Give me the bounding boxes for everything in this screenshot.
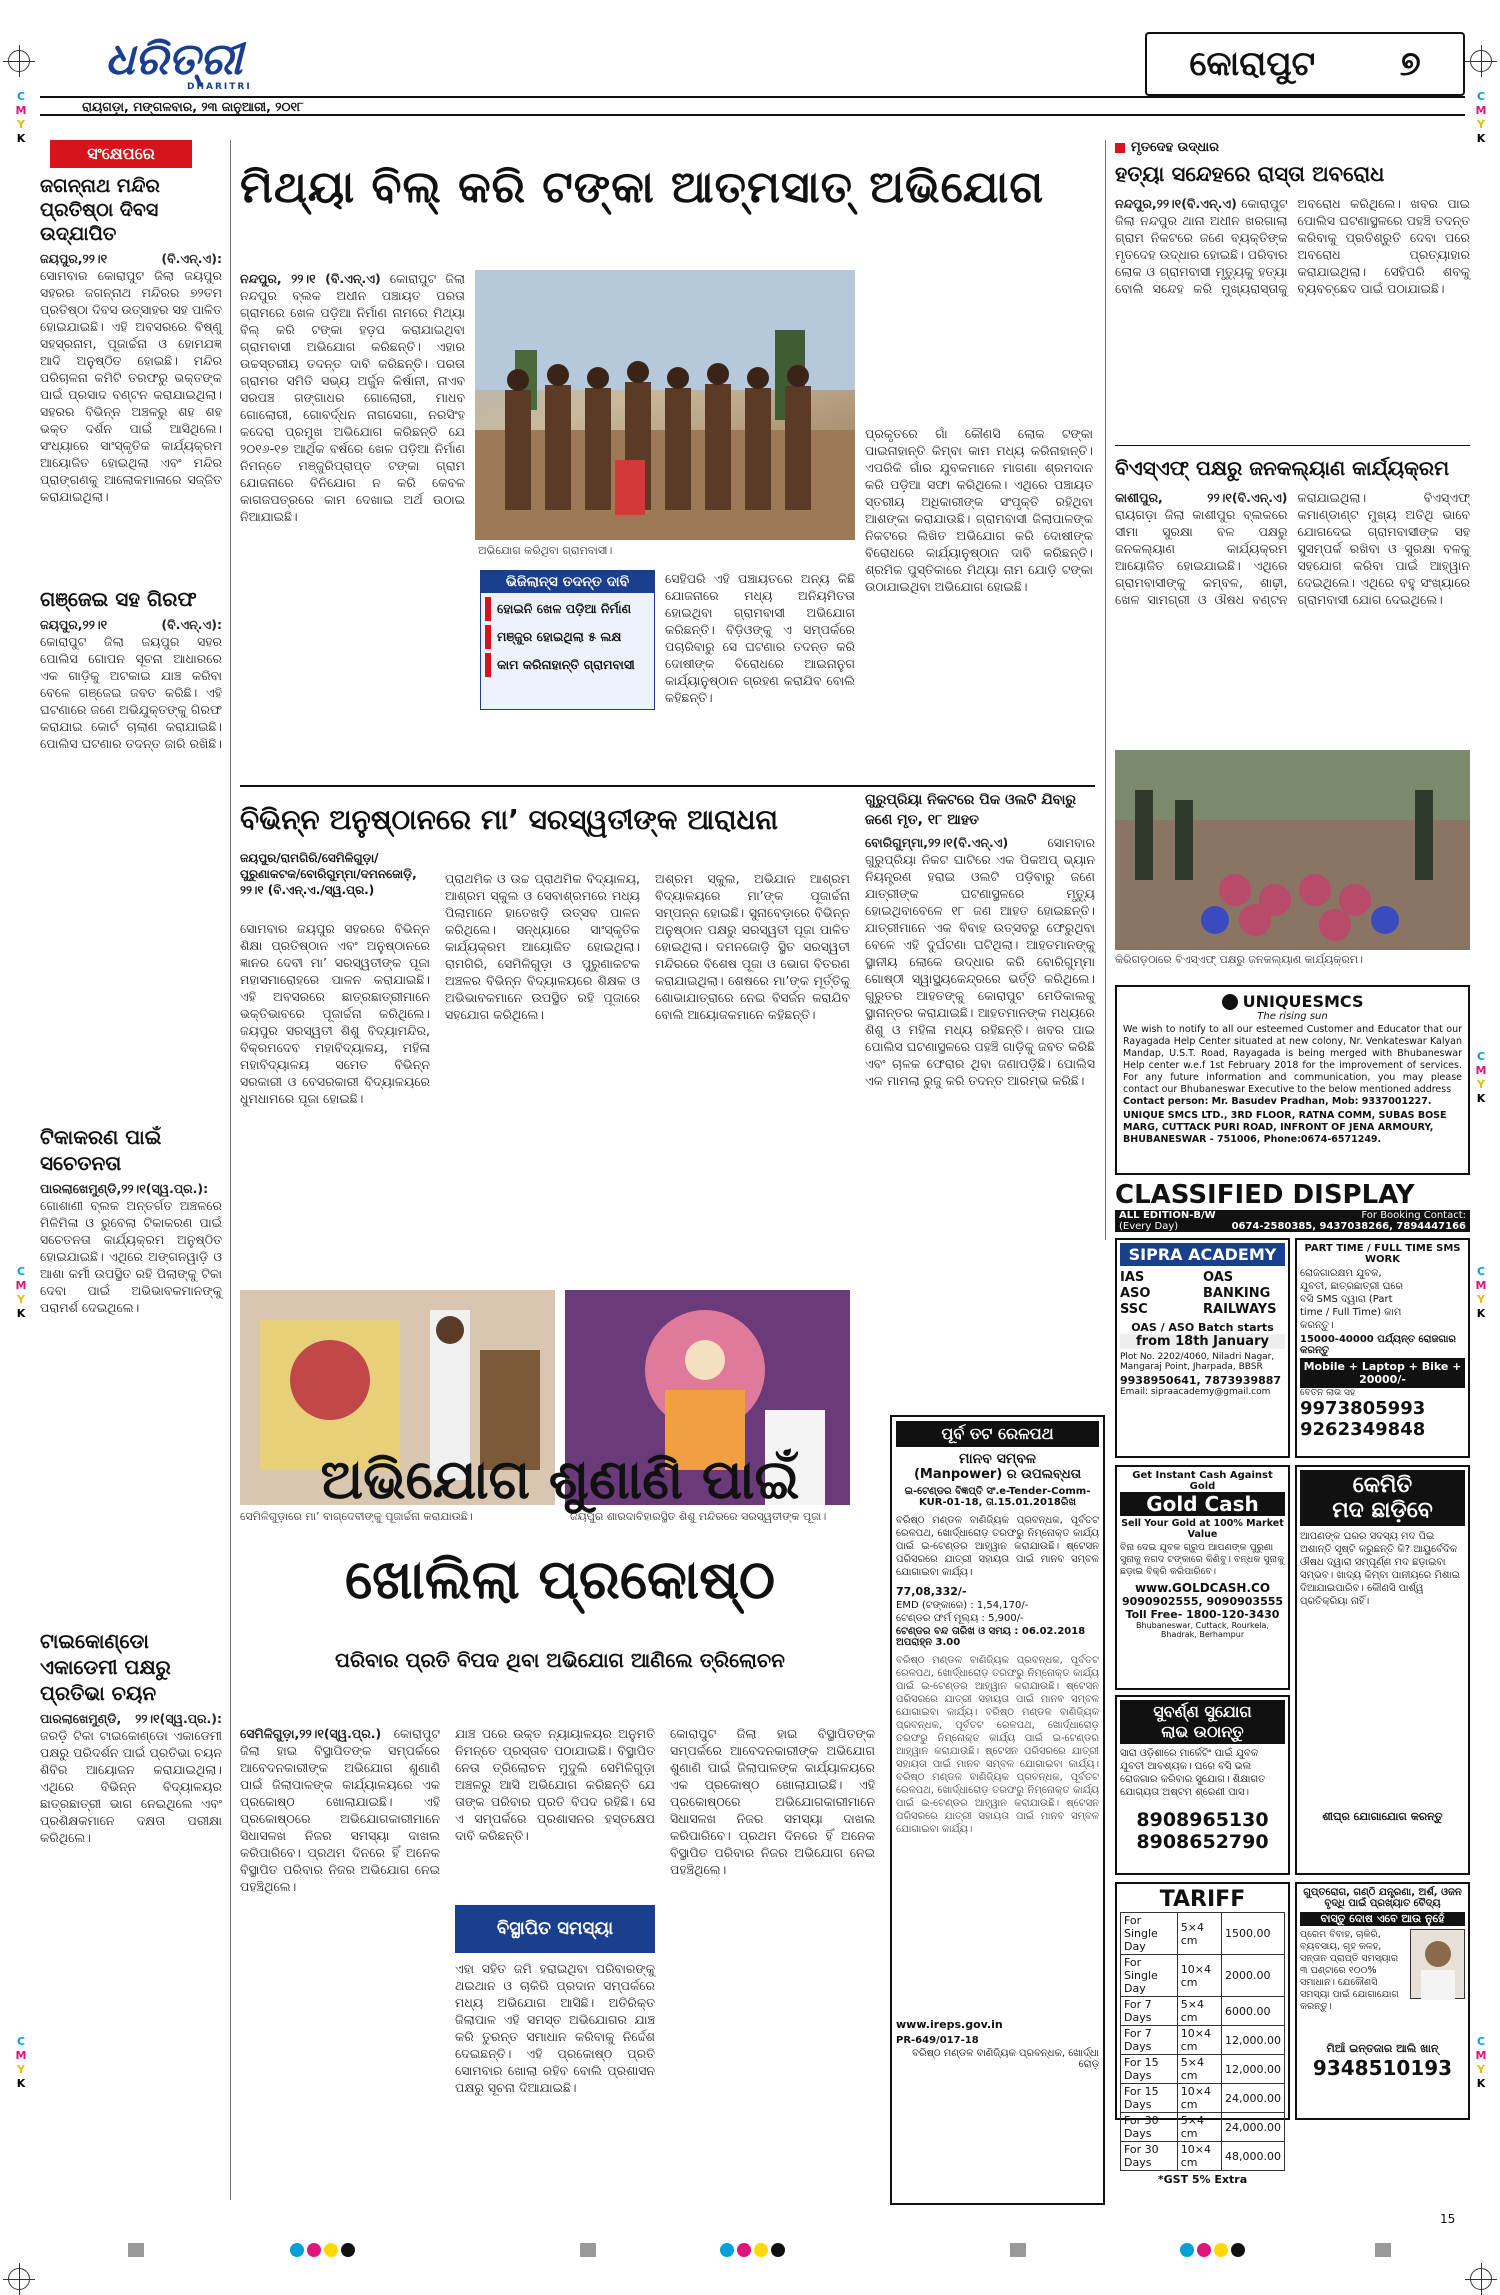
tariff-row [1121, 2142, 1285, 2171]
saraswati-headline: ବିଭିନ୍ନ ଅନୁଷ୍ଠାନରେ ମା’ ସରସ୍ୱତୀଙ୍କ ଆରାଧନା [240, 803, 778, 836]
parttime-line2: 15000-40000 ପର୍ଯ୍ୟନ୍ତ ରୋଜଗାର କରନ୍ତୁ [1300, 1334, 1456, 1356]
saraswati-body-col2: ପ୍ରାଥମିକ ଓ ଉଚ୍ଚ ପ୍ରାଥମିକ ବିଦ୍ୟାଳୟ, ଆଶ୍ରମ ସ୍କୁଲ ଓ ସେବାଶ୍ରମରେ ମଧ୍ୟ ପିଲାମାନେ ହାତେଖଡ଼ି ଉତ୍ସବ ପାଳନ କରିଥିଲେ। ସନ୍ଧ୍ୟାରେ ସାଂସ୍କୃତିକ କାର୍ଯ୍ୟକ୍ରମ ଆୟୋଜିତ ହୋଇଥିଲା। ରାମଗିରି, ସେମିଳିଗୁଡ଼ା ଓ ପୁରୁଣାକଟକ ଅଞ୍ଚଳର ବିଭିନ୍ନ ବିଦ୍ୟାଳୟରେ ଶିକ୍ଷକ ଓ ଅଭିଭାବକମାନେ ଉପସ୍ଥିତ ରହି ପୂଜାରେ ସହଯୋଗ କରିଥିଲେ। [445, 871, 640, 1022]
tender-notice: ଇ-ଟେଣ୍ଡର ବିଜ୍ଞପ୍ତି ସଂ.e-Tender-Comm-KUR-01-18, ତା.15.01.2018ରିଖ [904, 1486, 1091, 1508]
tariff-cell: For 15 Days [1121, 2084, 1178, 2113]
right-top-headline: ହତ୍ୟା ସନ୍ଦେହରେ ରାସ୍ତା ଅବରୋଧ [1115, 162, 1385, 186]
unique-smcs-ad [1115, 985, 1470, 1175]
dateline-bar [40, 96, 1465, 116]
lead-body-col2: ସେହିପରି ଏହି ପଞ୍ଚାୟତରେ ଅନ୍ୟ କିଛି ଯୋଜନାରେ ମଧ୍ୟ ଅନିୟମିତତା ହୋଇଥିବା ଗ୍ରାମବାସୀ ଅଭିଯୋଗ କରିଛନ୍ତି। ବିଡ଼ିଓଙ୍କୁ ଏ ସମ୍ପର୍କରେ ପଚାରିବାରୁ ସେ ଘଟଣାର ତଦନ୍ତ କରି ଦୋଷୀଙ୍କ ବିରୋଧରେ ଆଇନାନୁଗ କାର୍ଯ୍ୟାନୁଷ୍ଠାନ ଗ୍ରହଣ କରାଯିବ ବୋଲି କହିଛନ୍ତି। [665, 571, 855, 705]
cmyk-dots [290, 2243, 355, 2257]
gold-title1: Get Instant Cash Against Gold [1132, 1470, 1273, 1492]
logo-subtext: DHARITRI [187, 82, 252, 92]
cmyk-strip-left-1: C M Y K [15, 90, 27, 145]
tariff-title: TARIFF [1159, 1887, 1246, 1912]
jyotish-title: ଗୁପ୍ତରୋଗ, ଗଣ୍ଠି ଯନ୍ତ୍ରଣା, ଅର୍ଶ, ଓଜନ ବୃଦ୍ଧି ପାଇଁ ପ୍ରଖ୍ୟାତ ବୈଦ୍ୟ [1303, 1887, 1462, 1909]
grey-bar [580, 2243, 596, 2257]
tariff-row [1121, 2055, 1285, 2084]
subarna-title2: ଲାଭ ଉଠାନ୍ତୁ [1161, 1722, 1244, 1741]
sipra-email: Email: sipraacademy@gmail.com [1120, 1387, 1271, 1397]
tariff-cell: 6000.00 [1222, 1997, 1285, 2026]
saraswati-caption-left: ସେମିଳିଗୁଡ଼ାରେ ମା’ ବାଗ୍‌ଦେବୀଙ୍କୁ ପୂଜାର୍ଚ୍ଚନା କରାଯାଉଛି। [240, 1510, 473, 1523]
villagers-photo-illustration [475, 270, 855, 540]
lead-body-col3: ପ୍ରକୃତରେ ଗାଁ କୌଣସି ଲୋକ ଟଙ୍କା ପାଇନାହାନ୍ତି କିମ୍ବା କାମ ମଧ୍ୟ କରିନାହାନ୍ତି। ଏପରିକି ଗାଁର ଯୁବକମାନେ ମାଗଣା ଶ୍ରମଦାନ କରି ପଡ଼ିଆ ସଫା କରିଥିଲେ। ଏଥିରେ ପଞ୍ଚାୟତ ସ୍ତରୀୟ ଅଧିକାରୀଙ୍କ ସଂପୃକ୍ତି ରହିଥିବା ଆଶଙ୍କା କରାଯାଉଛି। ଗ୍ରାମବାସୀ ଜିଲାପାଳଙ୍କ ନିକଟରେ ଲିଖିତ ଅଭିଯୋଗ କରି ଦୋଷୀଙ୍କ ବିରୋଧରେ କାର୍ଯ୍ୟାନୁଷ୍ଠାନ ଦାବି କରିଛନ୍ତି। ଶ୍ରମିକ ପୁସ୍ତିକାରେ ମିଥ୍ୟା ନାମ ଯୋଡ଼ି ଟଙ୍କା ଉଠାଯାଇଥିବା ଅଭିଯୋଗ ହୋଇଛି। [865, 426, 1093, 594]
cmyk-dots [1180, 2243, 1245, 2257]
tariff-cell: 48,000.00 [1222, 2142, 1285, 2171]
accident-headline: ଗୁରୁପ୍ରିୟା ନିକଟରେ ପିକ ଓଲଟି ଯିବାରୁ ଜଣେ ମୃତ, ୧୮ ଆହତ [865, 792, 1077, 828]
cmyk-strip-right-3: C M Y K [1475, 1265, 1487, 1320]
sipra-title: SIPRA ACADEMY [1120, 1243, 1285, 1266]
bsf-headline: ବିଏସ୍‌ଏଫ୍ ପକ୍ଷରୁ ଜନକଲ୍ୟାଣ କାର୍ଯ୍ୟକ୍ରମ [1115, 456, 1450, 480]
kicker-square-icon [1115, 143, 1125, 153]
tender-sub: ମାନବ ସମ୍ବଳ [959, 1451, 1036, 1467]
sipra-course: SSC [1120, 1302, 1148, 1317]
tariff-cell: 12,000.00 [1222, 2055, 1285, 2084]
gold-toll: Toll Free- 1800-120-3430 [1125, 1608, 1280, 1621]
accident-body: ବୋରିଗୁମ୍ମା,୨୨।୧(ବି.ଏନ୍.ଏ) ସୋମବାର ଗୁରୁପ୍ରିୟା ନିକଟ ଘାଟିରେ ଏକ ପିକଅପ୍ ଭ୍ୟାନ ନିୟନ୍ତ୍ରଣ ହରାଇ ଓଲଟି ପଡ଼ିବାରୁ ଜଣେ ଯାତ୍ରୀଙ୍କ ଘଟଣାସ୍ଥଳରେ ମୃତ୍ୟୁ ହୋଇଥିବାବେଳେ ୧୮ ଜଣ ଆହତ ହୋଇଛନ୍ତି। ଯାତ୍ରୀମାନେ ଏକ ବିବାହ ଉତ୍ସବରୁ ଫେରୁଥିବା ବେଳେ ଏହି ଦୁର୍ଘଟଣା ଘଟିଥିଲା। ଆହତମାନଙ୍କୁ ସ୍ଥାନୀୟ ଲୋକେ ଉଦ୍ଧାର କରି ବୋରିଗୁମ୍ମା ଗୋଷ୍ଠୀ ସ୍ୱାସ୍ଥ୍ୟକେନ୍ଦ୍ରରେ ଭର୍ତ୍ତି କରିଥିଲେ। ଗୁରୁତର ଆହତଙ୍କୁ କୋରାପୁଟ ମେଡିକାଲକୁ ସ୍ଥାନାନ୍ତର କରାଯାଇଛି। ଆହତମାନଙ୍କ ମଧ୍ୟରେ ଶିଶୁ ଓ ମହିଳା ମଧ୍ୟ ରହିଛନ୍ତି। ଖବର ପାଇ ପୋଲିସ ଘଟଣାସ୍ଥଳରେ ପହଞ୍ଚି ଗାଡ଼ିକୁ ଜବତ କରିଛି ଏବଂ ଚାଳକ ଫେରାର ଥିବା ଜଣାପଡ଼ିଛି। ପୋଲିସ ଏକ ମାମଲା ରୁଜୁ କରି ତଦନ୍ତ ଆରମ୍ଭ କରିଛି। [865, 835, 1095, 1088]
tender-ref: PR-649/017-18 [896, 2035, 979, 2046]
divider [1115, 445, 1470, 446]
brief-item-1 [40, 174, 222, 580]
jyotish-phone: 9348510193 [1312, 2056, 1453, 2080]
jyotish-ad [1295, 1882, 1470, 2120]
tariff-ad [1115, 1882, 1290, 2186]
tariff-cell: For Single Day [1121, 1955, 1178, 1997]
classified-booking-numbers: 0674-2580385, 9437038266, 7894447166 [1231, 1221, 1466, 1232]
mada-title2: ମଦ ଛାଡ଼ିବେ [1332, 1498, 1433, 1523]
tariff-cell: For 30 Days [1121, 2113, 1178, 2142]
tariff-row [1121, 2084, 1285, 2113]
cmyk-strip-right-2: C M Y K [1475, 1050, 1487, 1105]
vigilance-point: କାମ କରିନାହାନ୍ତି ଗ୍ରାମବାସୀ [485, 653, 650, 677]
brief-headline: ଟିକାକରଣ ପାଇଁ ସଚେତନତା [40, 1125, 162, 1175]
bsf-body: କାଶୀପୁର, ୨୨।୧(ବି.ଏନ୍.ଏ) ରାୟଗଡ଼ା ଜିଲା କାଶୀପୁର ବ୍ଲକରେ ସୀମା ସୁରକ୍ଷା ବଳ ପକ୍ଷରୁ ଜନକଲ୍ୟାଣ କାର୍ଯ୍ୟକ୍ରମ ଆୟୋଜିତ ହୋଇଯାଇଛି। ଏଥିରେ ଗ୍ରାମବାସୀଙ୍କୁ କମ୍ବଳ, ଶାଢ଼ୀ, ଖେଳ ସାମଗ୍ରୀ ଓ ଔଷଧ ବଣ୍ଟନ କରାଯାଇଥିଲା। ବିଏସ୍‌ଏଫ୍ କମାଣ୍ଡାଣ୍ଟ ମୁଖ୍ୟ ଅତିଥି ଭାବେ ଯୋଗଦେଇ ଗ୍ରାମବାସୀଙ୍କ ସହ ସୁସମ୍ପର୍କ ରଖିବା ଓ ସୁରକ୍ଷା ବଳକୁ ସହଯୋଗ କରିବା ପାଇଁ ଆହ୍ୱାନ ଦେଇଥିଲେ। ଏଥିରେ ବହୁ ସଂଖ୍ୟାରେ ଗ୍ରାମବାସୀ ଯୋଗ ଦେଇଥିଲେ। [1115, 490, 1470, 607]
brief-body: ପାରଲାଖେମୁଣ୍ଡି,୨୨।୧(ସ୍ୱ.ପ୍ର.): ଗୋଶାଣୀ ବ୍ଲକ ଅନ୍ତର୍ଗତ ଅଞ୍ଚଳରେ ମିଳିମିଳା ଓ ରୁବେଲା ଟିକାକରଣ ପାଇଁ ସଚେତନତା କାର୍ଯ୍ୟକ୍ରମ ଅନୁଷ୍ଠିତ ହୋଇଯାଇଛି। ଏଥିରେ ଅଙ୍ଗନୱାଡ଼ି ଓ ଆଶା କର୍ମୀ ଉପସ୍ଥିତ ରହି ପିଲାଙ୍କୁ ଟିକା ଦେବା ପାଇଁ ଅଭିଭାବକମାନଙ୍କୁ ପରାମର୍ଶ ଦେଇଥିଲେ। [40, 1181, 222, 1315]
grievance-box-label: ବିସ୍ଥାପିତ ସମସ୍ୟା [455, 1905, 655, 1953]
tariff-cell: 10×4 cm [1177, 2084, 1221, 2113]
bsf-crowd-photo-illustration [1115, 750, 1470, 950]
registration-mark-top-left [8, 50, 30, 72]
gold-title2: Gold Cash [1120, 1492, 1285, 1516]
parttime-offer: Mobile + Laptop + Bike + 20000/- [1300, 1358, 1465, 1388]
tender-fineprint: ବରିଷ୍ଠ ମଣ୍ଡଳ ବାଣିଜ୍ୟିକ ପ୍ରବନ୍ଧକ, ପୂର୍ବତଟ ରେଳପଥ, ଖୋର୍ଦ୍ଧାରୋଡ଼ ତରଫରୁ ନିମ୍ନୋକ୍ତ କାର୍ଯ୍ୟ ପାଇଁ ଇ-ଟେଣ୍ଡର ଆହ୍ୱାନ କରାଯାଉଛି। ଷ୍ଟେସନ ପରିସରରେ ଯାତ୍ରୀ ସହାୟତା ପାଇଁ ମାନବ ସମ୍ବଳ ଯୋଗାଇବା କାର୍ଯ୍ୟ। ବରିଷ୍ଠ ମଣ୍ଡଳ ବାଣିଜ୍ୟିକ ପ୍ରବନ୍ଧକ, ପୂର୍ବତଟ ରେଳପଥ, ଖୋର୍ଦ୍ଧାରୋଡ଼ ତରଫରୁ ନିମ୍ନୋକ୍ତ କାର୍ଯ୍ୟ ପାଇଁ ଇ-ଟେଣ୍ଡର ଆହ୍ୱାନ କରାଯାଉଛି। ଷ୍ଟେସନ ପରିସରରେ ଯାତ୍ରୀ ସହାୟତା ପାଇଁ ମାନବ ସମ୍ବଳ ଯୋଗାଇବା କାର୍ଯ୍ୟ। ବରିଷ୍ଠ ମଣ୍ଡଳ ବାଣିଜ୍ୟିକ ପ୍ରବନ୍ଧକ, ପୂର୍ବତଟ ରେଳପଥ, ଖୋର୍ଦ୍ଧାରୋଡ଼ ତରଫରୁ ନିମ୍ନୋକ୍ତ କାର୍ଯ୍ୟ ପାଇଁ ଇ-ଟେଣ୍ଡର ଆହ୍ୱାନ କରାଯାଉଛି। ଷ୍ଟେସନ ପରିସରରେ ଯାତ୍ରୀ ସହାୟତା ପାଇଁ ମାନବ ସମ୍ବଳ ଯୋଗାଇବା କାର୍ଯ୍ୟ। [896, 1655, 1099, 1835]
vigilance-box [480, 570, 655, 710]
subarna-phone: 8908965130 [1136, 1809, 1269, 1831]
vigilance-box-title: ଭିଜିଲାନ୍ସ ତଦନ୍ତ ଦାବି [481, 571, 654, 593]
jyotish-portrait [1410, 1929, 1465, 1999]
registration-mark-top-right [1470, 50, 1492, 72]
right-top-story [1115, 140, 1470, 440]
logo [105, 34, 365, 94]
tariff-row [1121, 1997, 1285, 2026]
person-portrait-icon [1411, 1930, 1466, 2000]
tender-body: ବରିଷ୍ଠ ମଣ୍ଡଳ ବାଣିଜ୍ୟିକ ପ୍ରବନ୍ଧକ, ପୂର୍ବତଟ ରେଳପଥ, ଖୋର୍ଦ୍ଧାରୋଡ଼ ତରଫରୁ ନିମ୍ନୋକ୍ତ କାର୍ଯ୍ୟ ପାଇଁ ଇ-ଟେଣ୍ଡର ଆହ୍ୱାନ କରାଯାଉଛି। ଷ୍ଟେସନ ପରିସରରେ ଯାତ୍ରୀ ସହାୟତା ପାଇଁ ମାନବ ସମ୍ବଳ ଯୋଗାଇବା କାର୍ଯ୍ୟ। [896, 1515, 1099, 1578]
saraswati-dateline: ଜୟପୁର/ରାମଗିରି/ସେମିଳିଗୁଡ଼ା/ପୁରୁଣାକଟକ/ବୋରିଗୁମ୍ମା/ଦମନଜୋଡ଼ି, ୨୨।୧ (ବି.ଏନ୍.ଏ./ସ୍ୱ.ପ୍ର.) [240, 851, 417, 897]
tariff-cell: 2000.00 [1222, 1955, 1285, 1997]
tariff-cell: 10×4 cm [1177, 2026, 1221, 2055]
tender-header: ପୂର୍ବ ତଟ ରେଳପଥ [896, 1421, 1099, 1447]
accident-story [865, 790, 1095, 1410]
grievance-body-col4: କୋରାପୁଟ ଜିଲା ହାଇ ବିସ୍ଥାପିତଙ୍କ ସମ୍ପର୍କରେ ଆବେଦନକାରୀଙ୍କ ଅଭିଯୋଗ ଶୁଣାଣି ପାଇଁ ଜିଲାପାଳଙ୍କ କାର୍ଯ୍ୟାଳୟରେ ଏକ ପ୍ରକୋଷ୍ଠ ଖୋଲାଯାଇଛି। ଏହି ପ୍ରକୋଷ୍ଠରେ ଅଭିଯୋଗକାରୀମାନେ ସିଧାସଳଖ ନିଜର ସମସ୍ୟା ଦାଖଲ କରିପାରିବେ। ପ୍ରଥମ ଦିନରେ ହିଁ ଅନେକ ବିସ୍ଥାପିତ ପରିବାର ନିଜର ଅଭିଯୋଗ ନେଇ ପହଞ୍ଚିଥିଲେ। [670, 1726, 875, 1877]
lead-photo-caption: ଅଭିଯୋଗ କରିଥିବା ଗ୍ରାମବାସୀ। [478, 544, 613, 557]
grievance-subhead: ପରିବାର ପ୍ରତି ବିପଦ ଥିବା ଅଭିଯୋଗ ଆଣିଲେ ତ୍ରିଲୋଚନ [335, 1648, 785, 1672]
gold-cash-ad [1115, 1465, 1290, 1690]
cmyk-strip-left-3: C M Y K [15, 2035, 27, 2090]
classified-title: CLASSIFIED DISPLAY [1115, 1180, 1415, 1210]
unique-logo-icon [1222, 994, 1238, 1010]
cmyk-dots [720, 2243, 785, 2257]
cmyk-strip-right-1: C M Y K [1475, 90, 1487, 145]
lead-story [240, 140, 1095, 780]
tariff-cell: For 7 Days [1121, 2026, 1178, 2055]
gold-web[interactable]: www.GOLDCASH.CO [1134, 1581, 1271, 1595]
classified-edition: ALL EDITION-B/W [1119, 1210, 1216, 1221]
parttime-line1: ରୋଜଗାରକ୍ଷମ ଯୁବକ, ଯୁବତୀ, ଛାତ୍ରଛାତ୍ରୀ ଘରେ ବସି SMS ଦ୍ୱାରା (Part time / Full Time) କାମ କରନ୍ତୁ। [1300, 1268, 1403, 1331]
tariff-cell: For 7 Days [1121, 1997, 1178, 2026]
tariff-row [1121, 2026, 1285, 2055]
tariff-cell: 24,000.00 [1222, 2113, 1285, 2142]
sipra-course: IAS [1120, 1270, 1145, 1285]
masthead [40, 30, 1465, 122]
subarna-title1: ସୁବର୍ଣ୍ଣ ସୁଯୋଗ [1153, 1702, 1252, 1721]
mada-title1: କେମିତି [1352, 1473, 1413, 1498]
grievance-headline-line2: ଖୋଲିଲା ପ୍ରକୋଷ୍ଠ [345, 1548, 775, 1611]
saraswati-body-col1: ସୋମବାର ଜୟପୁର ସହରରେ ବିଭିନ୍ନ ଶିକ୍ଷା ପ୍ରତିଷ୍ଠାନ ଏବଂ ଅନୁଷ୍ଠାନରେ ଜ୍ଞାନର ଦେବୀ ମା’ ସରସ୍ୱତୀଙ୍କ ପୂଜା ମହାସମାରୋହରେ ପାଳନ କରାଯାଇଛି। ଏହି ଅବସରରେ ଛାତ୍ରଛାତ୍ରୀମାନେ ଭକ୍ତିଭାବରେ ପୂଜାର୍ଚ୍ଚନା କରିଥିଲେ। ଜୟପୁର ସରସ୍ୱତୀ ଶିଶୁ ବିଦ୍ୟାମନ୍ଦିର, ବିକ୍ରମଦେବ ମହାବିଦ୍ୟାଳୟ, ମହିଳା ମହାବିଦ୍ୟାଳୟ ସମେତ ବିଭିନ୍ନ ସରକାରୀ ଓ ବେସରକାରୀ ବିଦ୍ୟାଳୟରେ ଧୁମଧାମରେ ପୂଜା ହୋଇଛି। [240, 921, 430, 1106]
parttime-note: ବେତନ ଲାଭ ସହ [1300, 1388, 1356, 1398]
bsf-photo [1115, 750, 1470, 950]
grievance-headline-line1: ଅଭିଯୋଗ ଶୁଣାଣି ପାଇଁ [320, 1448, 800, 1511]
railway-tender-ad [890, 1415, 1105, 2205]
unique-contact: Contact person: Mr. Basudev Pradhan, Mob: 9337001227. [1123, 1096, 1432, 1107]
brief-item-2 [40, 586, 222, 1116]
tender-manpower: (Manpower) ର ଉପଲବ୍ଧତା [913, 1467, 1082, 1482]
tariff-cell: For 15 Days [1121, 2055, 1178, 2084]
tariff-gst: *GST 5% Extra [1157, 2173, 1248, 2186]
brief-body: ଜୟପୁର,୨୨।୧ (ବି.ଏନ୍.ଏ): ସୋମବାର କୋରାପୁଟ ଜିଲା ଜୟପୁର ସହରର ଜଗନ୍ନାଥ ମନ୍ଦିରର ୭୨ତମ ପ୍ରତିଷ୍ଠା ଦିବସ ଉତ୍ସାହର ସହ ପାଳିତ ହୋଇଯାଇଛି। ଏହି ଅବସରରେ ବିଷ୍ଣୁ ସହସ୍ରନାମ, ପୂଜାର୍ଚ୍ଚନା ଓ ହୋମଯଜ୍ଞ ଆଦି ଅନୁଷ୍ଠିତ ହୋଇଛି। ମନ୍ଦିର ପରିଚାଳନା କମିଟି ତରଫରୁ ଭକ୍ତଙ୍କ ପାଇଁ ପ୍ରସାଦ ବଣ୍ଟନ କରାଯାଇଥିଲା। ସହରର ବିଭିନ୍ନ ଅଞ୍ଚଳରୁ ଶହ ଶହ ଭକ୍ତ ଦର୍ଶନ ପାଇଁ ଆସିଥିଲେ। ସଂଧ୍ୟାରେ ସାଂସ୍କୃତିକ କାର୍ଯ୍ୟକ୍ରମ ଆୟୋଜିତ ହୋଇଥିଲା ଏବଂ ମନ୍ଦିର ପ୍ରାଙ୍ଗଣକୁ ଆଲୋକମାଳାରେ ସଜ୍ଜିତ କରାଯାଇଥିଲା। [40, 251, 222, 504]
parttime-phone: 9973805993 [1300, 1398, 1426, 1419]
grievance-body-col3: ଏହା ସହିତ ଜମି ହରାଇଥିବା ପରିବାରଙ୍କୁ ଥଇଥାନ ଓ ଚାକିରି ପ୍ରଦାନ ସମ୍ପର୍କରେ ମଧ୍ୟ ଅଭିଯୋଗ ଆସିଛି। ଅତିରିକ୍ତ ଜିଲାପାଳ ଏହି ସମସ୍ତ ଅଭିଯୋଗର ଯାଞ୍ଚ କରି ତୁରନ୍ତ ସମାଧାନ କରିବାକୁ ନିର୍ଦ୍ଦେଶ ଦେଇଛନ୍ତି। ଏହି ପ୍ରକୋଷ୍ଠ ପ୍ରତି ସୋମବାର ଖୋଲା ରହିବ ବୋଲି ପ୍ରଶାସନ ପକ୍ଷରୁ ସୂଚନା ଦିଆଯାଇଛି। [455, 1961, 655, 2095]
grievance-body-col1: ସେମିଳିଗୁଡ଼ା,୨୨।୧(ସ୍ୱ.ପ୍ର.) କୋରାପୁଟ ଜିଲା ହାଇ ବିସ୍ଥାପିତଙ୍କ ସମ୍ପର୍କରେ ଆବେଦନକାରୀଙ୍କ ଅଭିଯୋଗ ଶୁଣାଣି ପାଇଁ ଜିଲାପାଳଙ୍କ କାର୍ଯ୍ୟାଳୟରେ ଏକ ପ୍ରକୋଷ୍ଠ ଖୋଲାଯାଇଛି। ଏହି ପ୍ରକୋଷ୍ଠରେ ଅଭିଯୋଗକାରୀମାନେ ସିଧାସଳଖ ନିଜର ସମସ୍ୟା ଦାଖଲ କରିପାରିବେ। ପ୍ରଥମ ଦିନରେ ହିଁ ଅନେକ ବିସ୍ଥାପିତ ପରିବାର ନିଜର ଅଭିଯୋଗ ନେଇ ପହଞ୍ଚିଥିଲେ। [240, 1726, 440, 1894]
gold-body: ବିନା ଦେଇ ଯୁବକ ଗ୍ରୁପ ଆପଣଙ୍କ ପୁରୁଣା ସୁନାକୁ ନଗଦ ଟଙ୍କାରେ କିଣିବୁ। ବନ୍ଧକ ସୁନାକୁ ଛଡ଼ାଇ ବିକ୍ରି କରିପାରିବେ। [1120, 1542, 1285, 1577]
brief-headline: ଟାଇକୋଣ୍ଡୋ ଏକାଡେମୀ ପକ୍ଷରୁ ପ୍ରତିଭା ଚୟନ [40, 1629, 171, 1705]
saraswati-caption-right: ଜୟପୁର ଶାରଦାବିହାରସ୍ଥିତ ଶିଶୁ ମନ୍ଦିରରେ ସରସ୍ୱତୀଙ୍କ ପୂଜା। [570, 1510, 827, 1523]
mada-chhadibe-ad [1295, 1465, 1470, 1875]
sipra-course: BANKING [1203, 1286, 1271, 1301]
tender-value: 77,08,332/- [896, 1585, 967, 1598]
sipra-academy-ad [1115, 1238, 1290, 1458]
parttime-sms-ad [1295, 1238, 1470, 1458]
briefs-label: ସଂକ୍ଷେପରେ [50, 140, 192, 168]
lead-headline: ମିଥ୍ୟା ବିଲ୍ କରି ଟଙ୍କା ଆତ୍ମସାତ୍ ଅଭିଯୋଗ [240, 162, 1045, 213]
lead-photo [475, 270, 855, 540]
unique-body: We wish to notify to all our esteemed Customer and Educator that our Rayagada Help Center situated at new colony, Nr. Venkateswar Kalyan Mandap, U.S.T. Road, Rayagada is being merged with Bhubaneswar Help center w.e.f 1st February 2018 for the improvement of services. For any future information and communication, you may please contact our Bhubaneswar Executive to the below mentioned address [1123, 1024, 1462, 1095]
right-top-kicker: ମୃତଦେହ ଉଦ୍ଧାର [1115, 140, 1470, 155]
bsf-photo-caption: କିରିଗଡ଼ଠାରେ ବିଏସ୍‌ଏଫ୍ ପକ୍ଷରୁ ଜନକଲ୍ୟାଣ କାର୍ଯ୍ୟକ୍ରମ। [1115, 953, 1363, 966]
grey-bar [128, 2243, 144, 2257]
tariff-cell: 5×4 cm [1177, 2055, 1221, 2084]
tariff-cell: 10×4 cm [1177, 1955, 1221, 1997]
right-top-body: ନନ୍ଦପୁର,୨୨।୧(ବି.ଏନ୍.ଏ) କୋରାପୁଟ ଜିଲା ନନ୍ଦପୁର ଥାନା ଅଧୀନ ଖରଗାଲା ଗ୍ରାମ ନିକଟରେ ଜଣେ ବ୍ୟକ୍ତିଙ୍କ ମୃତଦେହ ଉଦ୍ଧାର ହୋଇଛି। ପରିବାର ଲୋକ ଓ ଗ୍ରାମବାସୀ ମୃତ୍ୟୁକୁ ହତ୍ୟା ବୋଲି ସନ୍ଦେହ କରି ମୁଖ୍ୟରାସ୍ତାକୁ ଅବରୋଧ କରିଥିଲେ। ଖବର ପାଇ ପୋଲିସ ଘଟଣାସ୍ଥଳରେ ପହଞ୍ଚି ତଦନ୍ତ କରିବାକୁ ପ୍ରତିଶ୍ରୁତି ଦେବା ପରେ ଅବରୋଧ ପ୍ରତ୍ୟାହାର କରାଯାଇଥିଲା। ସେହିପରି ଶବକୁ ବ୍ୟବଚ୍ଛେଦ ପାଇଁ ପଠାଯାଇଛି। [1115, 196, 1470, 296]
tariff-cell: 5×4 cm [1177, 1997, 1221, 2026]
classified-every-day: (Every Day) [1119, 1221, 1179, 1232]
tender-website[interactable]: www.ireps.gov.in [896, 2018, 1003, 2031]
gold-line: Sell Your Gold at 100% Market Value [1121, 1518, 1284, 1540]
sipra-course: ASO [1120, 1286, 1151, 1301]
grey-bar [1375, 2243, 1391, 2257]
unique-address: UNIQUE SMCS LTD., 3RD FLOOR, RATNA COMM, SUBAS BOSE MARG, CUTTACK PURI ROAD, INFRONT OF JENA ARMOURY, BHUBANESWAR - 751006, Phone:0674-6571249. [1123, 1110, 1447, 1145]
unique-tagline: The rising sun [1257, 1011, 1328, 1022]
briefs-column [40, 140, 222, 2200]
tariff-cell: 1500.00 [1222, 1913, 1285, 1955]
brief-item-4 [40, 1628, 222, 2100]
tariff-cell: 5×4 cm [1177, 1913, 1221, 1955]
column-rule [230, 140, 231, 2200]
parttime-phone: 9262349848 [1300, 1419, 1426, 1440]
tender-emd: EMD (ଟଙ୍କାରେ) : 1,54,170/- [896, 1600, 1029, 1611]
column-rule [1105, 140, 1106, 1240]
sipra-course: OAS [1203, 1270, 1234, 1285]
tariff-table [1120, 1912, 1285, 2171]
cmyk-strip-left-2: C M Y K [15, 1265, 27, 1320]
jyotish-name: ମିଆଁ ଇନ୍ତଜାର ଆଲି ଖାନ୍ [1326, 2042, 1439, 2055]
gold-phones: 9090902555, 9090903555 [1121, 1595, 1284, 1608]
gold-cities: Bhubaneswar, Cuttack, Rourkela, Bhadrak, Berhampur [1136, 1621, 1269, 1639]
bsf-story [1115, 445, 1470, 965]
tariff-cell: For 30 Days [1121, 2142, 1178, 2171]
tariff-row [1121, 1913, 1285, 1955]
tender-footer: ବରିଷ୍ଠ ମଣ୍ଡଳ ବାଣିଜ୍ୟିକ ପ୍ରବନ୍ଧକ, ଖୋର୍ଦ୍ଧା ରୋଡ଼ [912, 2048, 1099, 2070]
vigilance-point: ହୋଇନି ଖେଳ ପଡ଼ିଆ ନିର୍ମାଣ [485, 597, 650, 621]
section-header [1145, 32, 1465, 96]
grievance-story [240, 1425, 880, 2205]
tariff-row [1121, 2113, 1285, 2142]
footer-page-number: 15 [1440, 2212, 1456, 2226]
registration-mark-bottom-right [1470, 2268, 1492, 2290]
tariff-cell: 10×4 cm [1177, 2142, 1221, 2171]
tariff-cell: 24,000.00 [1222, 2084, 1285, 2113]
tariff-cell: 12,000.00 [1222, 2026, 1285, 2055]
subarna-phone: 8908652790 [1136, 1831, 1269, 1853]
footer-color-bars [0, 2240, 1500, 2260]
saraswati-body-col3: ଅଶ୍ରମ ସ୍କୁଲ, ଅଭିଯାନ ଆଶ୍ରମ ବିଦ୍ୟାଳୟରେ ମା’ଙ୍କ ପୂଜାର୍ଚ୍ଚନା ସମ୍ପନ୍ନ ହୋଇଛି। ସୁନାବେଡ଼ାରେ ବିଭିନ୍ନ ଅନୁଷ୍ଠାନ ପକ୍ଷରୁ ସରସ୍ୱତୀ ପୂଜା ପାଳିତ ହୋଇଥିଲା। ଦମନଜୋଡ଼ି ସ୍ଥିତ ସରସ୍ୱତୀ ମନ୍ଦିରରେ ବିଶେଷ ପୂଜା ଓ ଭୋଗ ବିତରଣ କରାଯାଇଥିଲା। ଶେଷରେ ମା’ଙ୍କ ମୂର୍ତ୍ତିକୁ ଶୋଭାଯାତ୍ରାରେ ନେଇ ବିସର୍ଜନ କରାଯିବ ବୋଲି ଆୟୋଜକମାନେ କହିଛନ୍ତି। [655, 871, 850, 1022]
mada-footer: ଶୀଘ୍ର ଯୋଗାଯୋଗ କରନ୍ତୁ [1322, 1810, 1443, 1823]
mada-body: ଆପଣଙ୍କ ଘରର ସଦସ୍ୟ ମଦ ପିଇ ଅଶାନ୍ତି ସୃଷ୍ଟି କରୁଛନ୍ତି କି? ଆୟୁର୍ବେଦିକ ଔଷଧ ଦ୍ୱାରା ସମ୍ପୂର୍ଣ୍ଣ ମଦ ଛଡ଼ାଇବା ସମ୍ଭବ। ଖାଦ୍ୟ କିମ୍ବା ପାନୀୟରେ ମିଶାଇ ଦିଆଯାଇପାରିବ। କୌଣସି ପାର୍ଶ୍ୱ ପ୍ରତିକ୍ରିୟା ନାହିଁ। [1300, 1531, 1460, 1607]
jyotish-body: ପ୍ରେମ ବିବାହ, ଚାକିରି, ବ୍ୟବସାୟ, ଗୃହ କଳହ, ସନ୍ତାନ ପ୍ରାପ୍ତି ସମସ୍ୟାର ୩ ଘଣ୍ଟାରେ ୧୦୦% ସମାଧାନ। ଯେକୌଣସି ସମସ୍ୟା ପାଇଁ ଯୋଗାଯୋଗ କରନ୍ତୁ। [1300, 1929, 1399, 2012]
grievance-body-col2: ଯାଞ୍ଚ ପରେ ଉକ୍ତ ନ୍ୟାୟାଳୟର ଅନୁମତି ନିମନ୍ତେ ପ୍ରସ୍ତାବ ପଠାଯାଇଛି। ବିସ୍ଥାପିତ ନେତା ତ୍ରିଲୋଚନ ମୁଦୁଲି ସେମିଳିଗୁଡ଼ା ଅଞ୍ଚଳରୁ ଆସି ଅଭିଯୋଗ କରିଛନ୍ତି ଯେ ତାଙ୍କ ପରିବାର ପ୍ରତି ବିପଦ ରହିଛି। ସେ ଏ ସମ୍ପର୍କରେ ପ୍ରଶାସନର ହସ୍ତକ୍ଷେପ ଦାବି କରିଛନ୍ତି। [455, 1726, 655, 1843]
registration-mark-bottom-left [8, 2268, 30, 2290]
tender-cost: ଟେଣ୍ଡର ଫର୍ମ ମୂଲ୍ୟ : 5,900/- [896, 1613, 1024, 1624]
sipra-batch: OAS / ASO Batch starts [1131, 1321, 1274, 1334]
tariff-cell: For Single Day [1121, 1913, 1178, 1955]
unique-brand: UNIQUESMCS [1242, 992, 1364, 1011]
divider [240, 785, 1095, 787]
sipra-course: RAILWAYS [1203, 1302, 1277, 1317]
tender-closing: ଟେଣ୍ଡର ବନ୍ଦ ତାରିଖ ଓ ସମୟ : 06.02.2018 ଅପରାହ୍ନ 3.00 [896, 1626, 1086, 1648]
sipra-phones: 9938950641, 7873939887 [1120, 1374, 1282, 1387]
masthead-dateline: ରାୟଗଡ଼ା, ମଙ୍ଗଳବାର, ୨୩ ଜାନୁଆରୀ, ୨୦୧୮ [82, 99, 304, 114]
section-title: କୋରାପୁଟ [1189, 44, 1316, 84]
jyotish-head2: ବାସ୍ତୁ ଦୋଷ ଏବେ ଆଉ ନୁହେଁ [1300, 1912, 1465, 1926]
classified-display-header [1115, 1180, 1470, 1232]
lead-body-col1: ନନ୍ଦପୁର, ୨୨।୧ (ବି.ଏନ୍.ଏ) କୋରାପୁଟ ଜିଲା ନନ୍ଦପୁର ବ୍ଲକ ଅଧୀନ ପଞ୍ଚାୟତ ପରତା ଗ୍ରାମରେ ଖେଳ ପଡ଼ିଆ ନିର୍ମାଣ ନାମରେ ମିଥ୍ୟା ବିଲ୍ କରି ଟଙ୍କା ହଡ଼ପ କରାଯାଇଥିବା ଗ୍ରାମବାସୀ ଅଭିଯୋଗ କରିଛନ୍ତି। ଏହାର ଉଚ୍ଚସ୍ତରୀୟ ତଦନ୍ତ ଦାବି କରିଛନ୍ତି। ପରତା ଗ୍ରାମର ସମିତି ସଭ୍ୟ ଅର୍ଜୁନ କିର୍ଷାନୀ, ନାଏବ ସରପଞ୍ଚ ଗଙ୍ଗାଧର ଗୋଲୋରୀ, ମାଧବ ଗୋଲୋରୀ, ଗୋବର୍ଦ୍ଧନ ନାଗସେଗା, ନରସିଂହ କଦେରା ପ୍ରମୁଖ ଅଭିଯୋଗ କରିଛନ୍ତି ଯେ ୨୦୧୬-୧୭ ଆର୍ଥିକ ବର୍ଷରେ ଖେଳ ପଡ଼ିଆ ନିର୍ମାଣ ନିମନ୍ତେ ମଞ୍ଜୁରିପ୍ରାପ୍ତ ଟଙ୍କା ଗ୍ରାମ ଯୋଜନାରେ ବିନିଯୋଗ ନ କରି କେବଳ କାଗଜପତ୍ରରେ କାମ ଦେଖାଇ ଅର୍ଥ ଉଠାଇ ନିଆଯାଇଛି। [240, 271, 465, 524]
subarna-ad [1115, 1695, 1290, 1875]
brief-item-3 [40, 1124, 222, 1620]
parttime-title: PART TIME / FULL TIME SMS WORK [1304, 1243, 1461, 1265]
vigilance-point: ମଞ୍ଜୁର ହୋଇଥିଲା ୫ ଲକ୍ଷ [485, 625, 650, 649]
cmyk-strip-right-4: C M Y K [1475, 2035, 1487, 2090]
logo-text: ଧରିତ୍ରୀ [105, 34, 243, 85]
sipra-batch-date: from 18th January [1120, 1334, 1285, 1349]
brief-headline: ଗଞ୍ଜେଇ ସହ ଗିରଫ [40, 587, 197, 611]
tariff-cell: 5×4 cm [1177, 2113, 1221, 2142]
sipra-address: Plot No. 2202/4060, Niladri Nagar, Mangaraj Point, Jharpada, BBSR [1120, 1352, 1275, 1372]
tariff-row [1121, 1955, 1285, 1997]
brief-body: ପାରଲାଖେମୁଣ୍ଡି, ୨୨।୧(ସ୍ୱ.ପ୍ର.): ଜରଡ଼ି ଟିକା ଟାଇକୋଣ୍ଡୋ ଏକାଡେମୀ ପକ୍ଷରୁ ପରିଦର୍ଶନ ପାଇଁ ପ୍ରତିଭା ଚୟନ ଶିବିର ଆୟୋଜନ କରାଯାଇଥିଲା। ଏଥିରେ ବିଭିନ୍ନ ବିଦ୍ୟାଳୟର ଛାତ୍ରଛାତ୍ରୀ ଭାଗ ନେଇଥିଲେ ଏବଂ ପ୍ରଶିକ୍ଷକମାନେ ଦକ୍ଷତା ପରୀକ୍ଷା କରିଥିଲେ। [40, 1711, 222, 1845]
brief-body: ଜୟପୁର,୨୨।୧ (ବି.ଏନ୍.ଏ): କୋରାପୁଟ ଜିଲା ଜୟପୁର ସହର ପୋଲିସ ଗୋପନ ସୂଚନା ଆଧାରରେ ଏକ ଗାଡ଼ିକୁ ଅଟକାଇ ଯାଞ୍ଚ କରିବା ବେଳେ ଗଞ୍ଜେଇ ଜବତ କରିଛି। ଏହି ଘଟଣାରେ ଜଣେ ଅଭିଯୁକ୍ତଙ୍କୁ ଗିରଫ କରାଯାଇ କୋର୍ଟ ଚାଲାଣ କରାଯାଇଛି। ପୋଲିସ ଘଟଣାର ତଦନ୍ତ ଜାରି ରଖିଛି। [40, 617, 222, 751]
brief-headline: ଜଗନ୍ନାଥ ମନ୍ଦିର ପ୍ରତିଷ୍ଠା ଦିବସ ଉଦ୍‌ଯାପିତ [40, 175, 160, 245]
classified-booking-label: For Booking Contact: [1361, 1210, 1466, 1221]
subarna-body: ସାରା ଓଡ଼ିଶାରେ ମାର୍କେଟିଂ ପାଇଁ ଯୁବକ ଯୁବତୀ ଆବଶ୍ୟକ। ଘରେ ବସି ଭଲ ରୋଜଗାର କରିବାର ସୁଯୋଗ। ଶିକ୍ଷାଗତ ଯୋଗ୍ୟତା ଅଷ୍ଟମ ଶ୍ରେଣୀ ପାସ। [1120, 1748, 1266, 1798]
page-number: ୭ [1399, 44, 1421, 84]
grey-bar [1010, 2243, 1026, 2257]
